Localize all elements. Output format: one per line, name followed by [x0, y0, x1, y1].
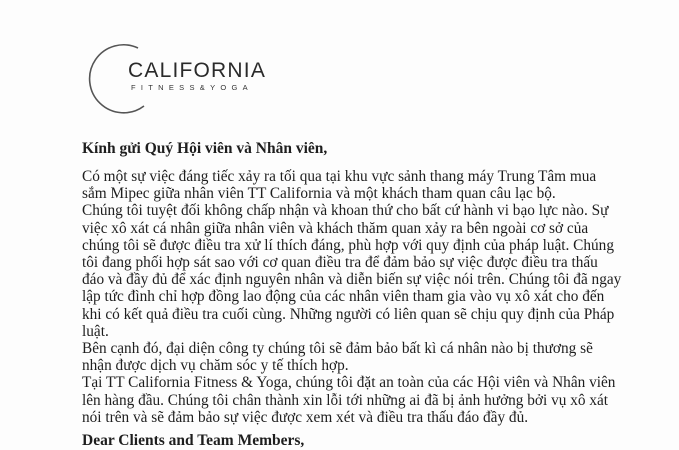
letter-greeting: Kính gửi Quý Hội viên và Nhân viên,: [82, 140, 328, 157]
body-line: Chúng tôi tuyệt đối không chấp nhận và khoan thứ cho bất cứ hành vi bạo lực nào. Sự: [82, 202, 609, 220]
body-line: việc xô xát cá nhân giữa nhân viên và khách thăm quan xảy ra bên ngoài cơ sở của: [82, 219, 589, 237]
body-line: nhận được dịch vụ chăm sóc y tế thích hợp.: [82, 357, 349, 375]
body-line: chúng tôi sẽ được điều tra xử lí thích đáng, phù hợp với quy định của pháp luật. Chúng: [82, 236, 614, 254]
body-line: đáo và đầy đủ để xác định nguyên nhân và diễn biến sự việc nói trên. Chúng tôi đã ngay: [82, 271, 622, 289]
logo-tagline: FITNESS&YOGA: [131, 83, 253, 92]
body-line: luật.: [82, 322, 109, 340]
body-line: tôi đang phối hợp sát sao với cơ quan điều tra để đảm bảo sự việc được điều tra thấu: [82, 254, 598, 272]
body-line: Bên cạnh đó, đại diện công ty chúng tôi sẽ đảm bảo bất kì cá nhân nào bị thương sẽ: [82, 340, 593, 358]
logo-brand-text: CALIFORNIA: [128, 59, 267, 82]
body-line: sắm Mipec giữa nhân viên TT California và một khách tham quan câu lạc bộ.: [82, 185, 556, 203]
letter-closing-english: Dear Clients and Team Members,: [82, 432, 305, 449]
body-line: nói trên và sẽ đảm bảo sự việc được xem xét và điều tra thấu đáo đầy đủ.: [82, 408, 529, 426]
body-line: Tại TT California Fitness & Yoga, chúng tôi đặt an toàn của các Hội viên và Nhân viên: [82, 374, 616, 392]
body-line: Có một sự việc đáng tiếc xảy ra tối qua tại khu vực sảnh thang máy Trung Tâm mua: [82, 168, 597, 185]
body-line: khi có kết quả điều tra cuối cùng. Những người có liên quan sẽ chịu quy định của Pháp: [82, 305, 615, 323]
body-line: lên hàng đầu. Chúng tôi chân thành xin lỗi tới những ai đã bị ảnh hưởng bởi vụ xô xát: [82, 391, 609, 409]
body-line: lập tức đình chỉ hợp đồng lao động của các nhân viên tham gia vào vụ xô xát cho đến: [82, 288, 605, 306]
letter-body: [82, 168, 621, 426]
california-fitness-yoga-logo: [76, 40, 296, 120]
